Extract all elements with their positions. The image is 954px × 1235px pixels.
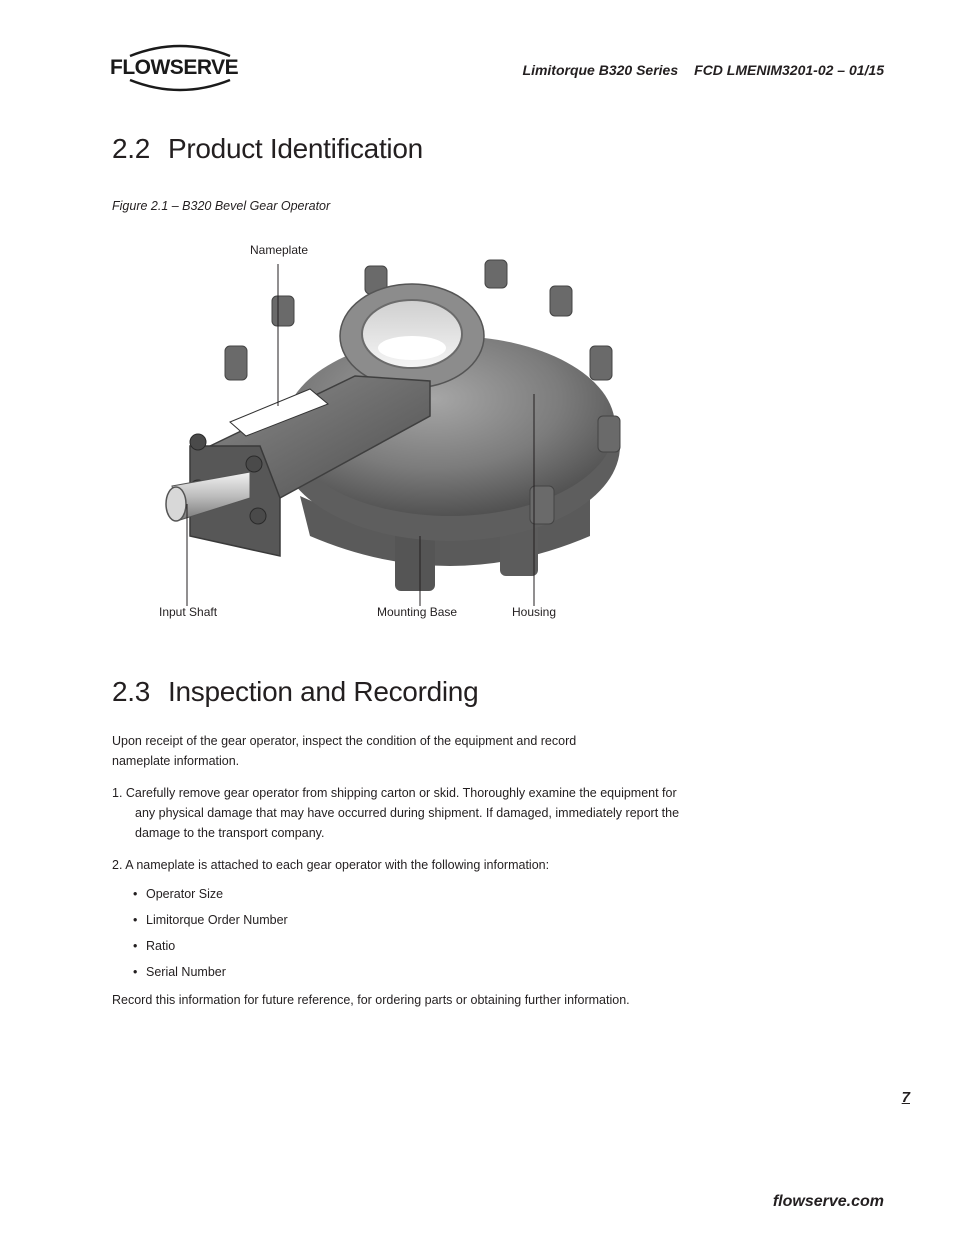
logo-wordmark: FLOWSERVE bbox=[110, 56, 239, 79]
section-number: 2.2 bbox=[112, 133, 151, 164]
footer-website-link[interactable]: flowserve.com bbox=[772, 1193, 884, 1210]
series-name: Limitorque B320 Series bbox=[522, 62, 679, 78]
step-2-paragraph: 2. A nameplate is attached to each gear operator with the following information: bbox=[112, 858, 550, 872]
bevel-gear-operator-illustration bbox=[150, 236, 660, 636]
section-title: Product Identification bbox=[168, 133, 423, 164]
bullet-item: • Operator Size bbox=[133, 887, 224, 901]
doc-code: FCD LMENIM3201-02 – 01/15 bbox=[694, 62, 884, 78]
closing-paragraph: Record this information for future reference, for ordering parts or obtaining further information. bbox=[112, 993, 630, 1007]
section-heading-product-identification bbox=[112, 133, 423, 165]
intro-paragraph: Upon receipt of the gear operator, inspect the condition of the equipment and record nameplate information. bbox=[112, 734, 577, 768]
label-mounting-base: Mounting Base bbox=[377, 605, 458, 619]
flowserve-logo bbox=[110, 40, 250, 96]
figure-caption: Figure 2.1 – B320 Bevel Gear Operator bbox=[112, 199, 331, 213]
bullet-item: • Serial Number bbox=[133, 965, 226, 979]
bullet-text: Ratio bbox=[146, 939, 176, 953]
bullet-text: Serial Number bbox=[146, 965, 226, 979]
bullet-item: • Ratio bbox=[133, 939, 176, 953]
section-number: 2.3 bbox=[112, 676, 151, 707]
gear-operator-figure bbox=[150, 236, 660, 636]
section-title: Inspection and Recording bbox=[168, 676, 479, 707]
label-input-shaft: Input Shaft bbox=[159, 605, 218, 619]
bullet-item: • Limitorque Order Number bbox=[133, 913, 288, 927]
bullet-text: Operator Size bbox=[146, 887, 224, 901]
page-number: 7 bbox=[901, 1089, 910, 1106]
document-header bbox=[523, 62, 884, 78]
section-heading-inspection-and-recording bbox=[112, 676, 478, 708]
label-housing: Housing bbox=[512, 605, 557, 619]
step-1-paragraph: 1. Carefully remove gear operator from shipping carton or skid. Thoroughly examine the equipment for any physical damage that may have occurred during shipment. If damaged, immediately report the damage to the transport company. bbox=[112, 786, 680, 840]
bullet-text: Limitorque Order Number bbox=[146, 913, 288, 927]
label-nameplate: Nameplate bbox=[250, 243, 309, 257]
